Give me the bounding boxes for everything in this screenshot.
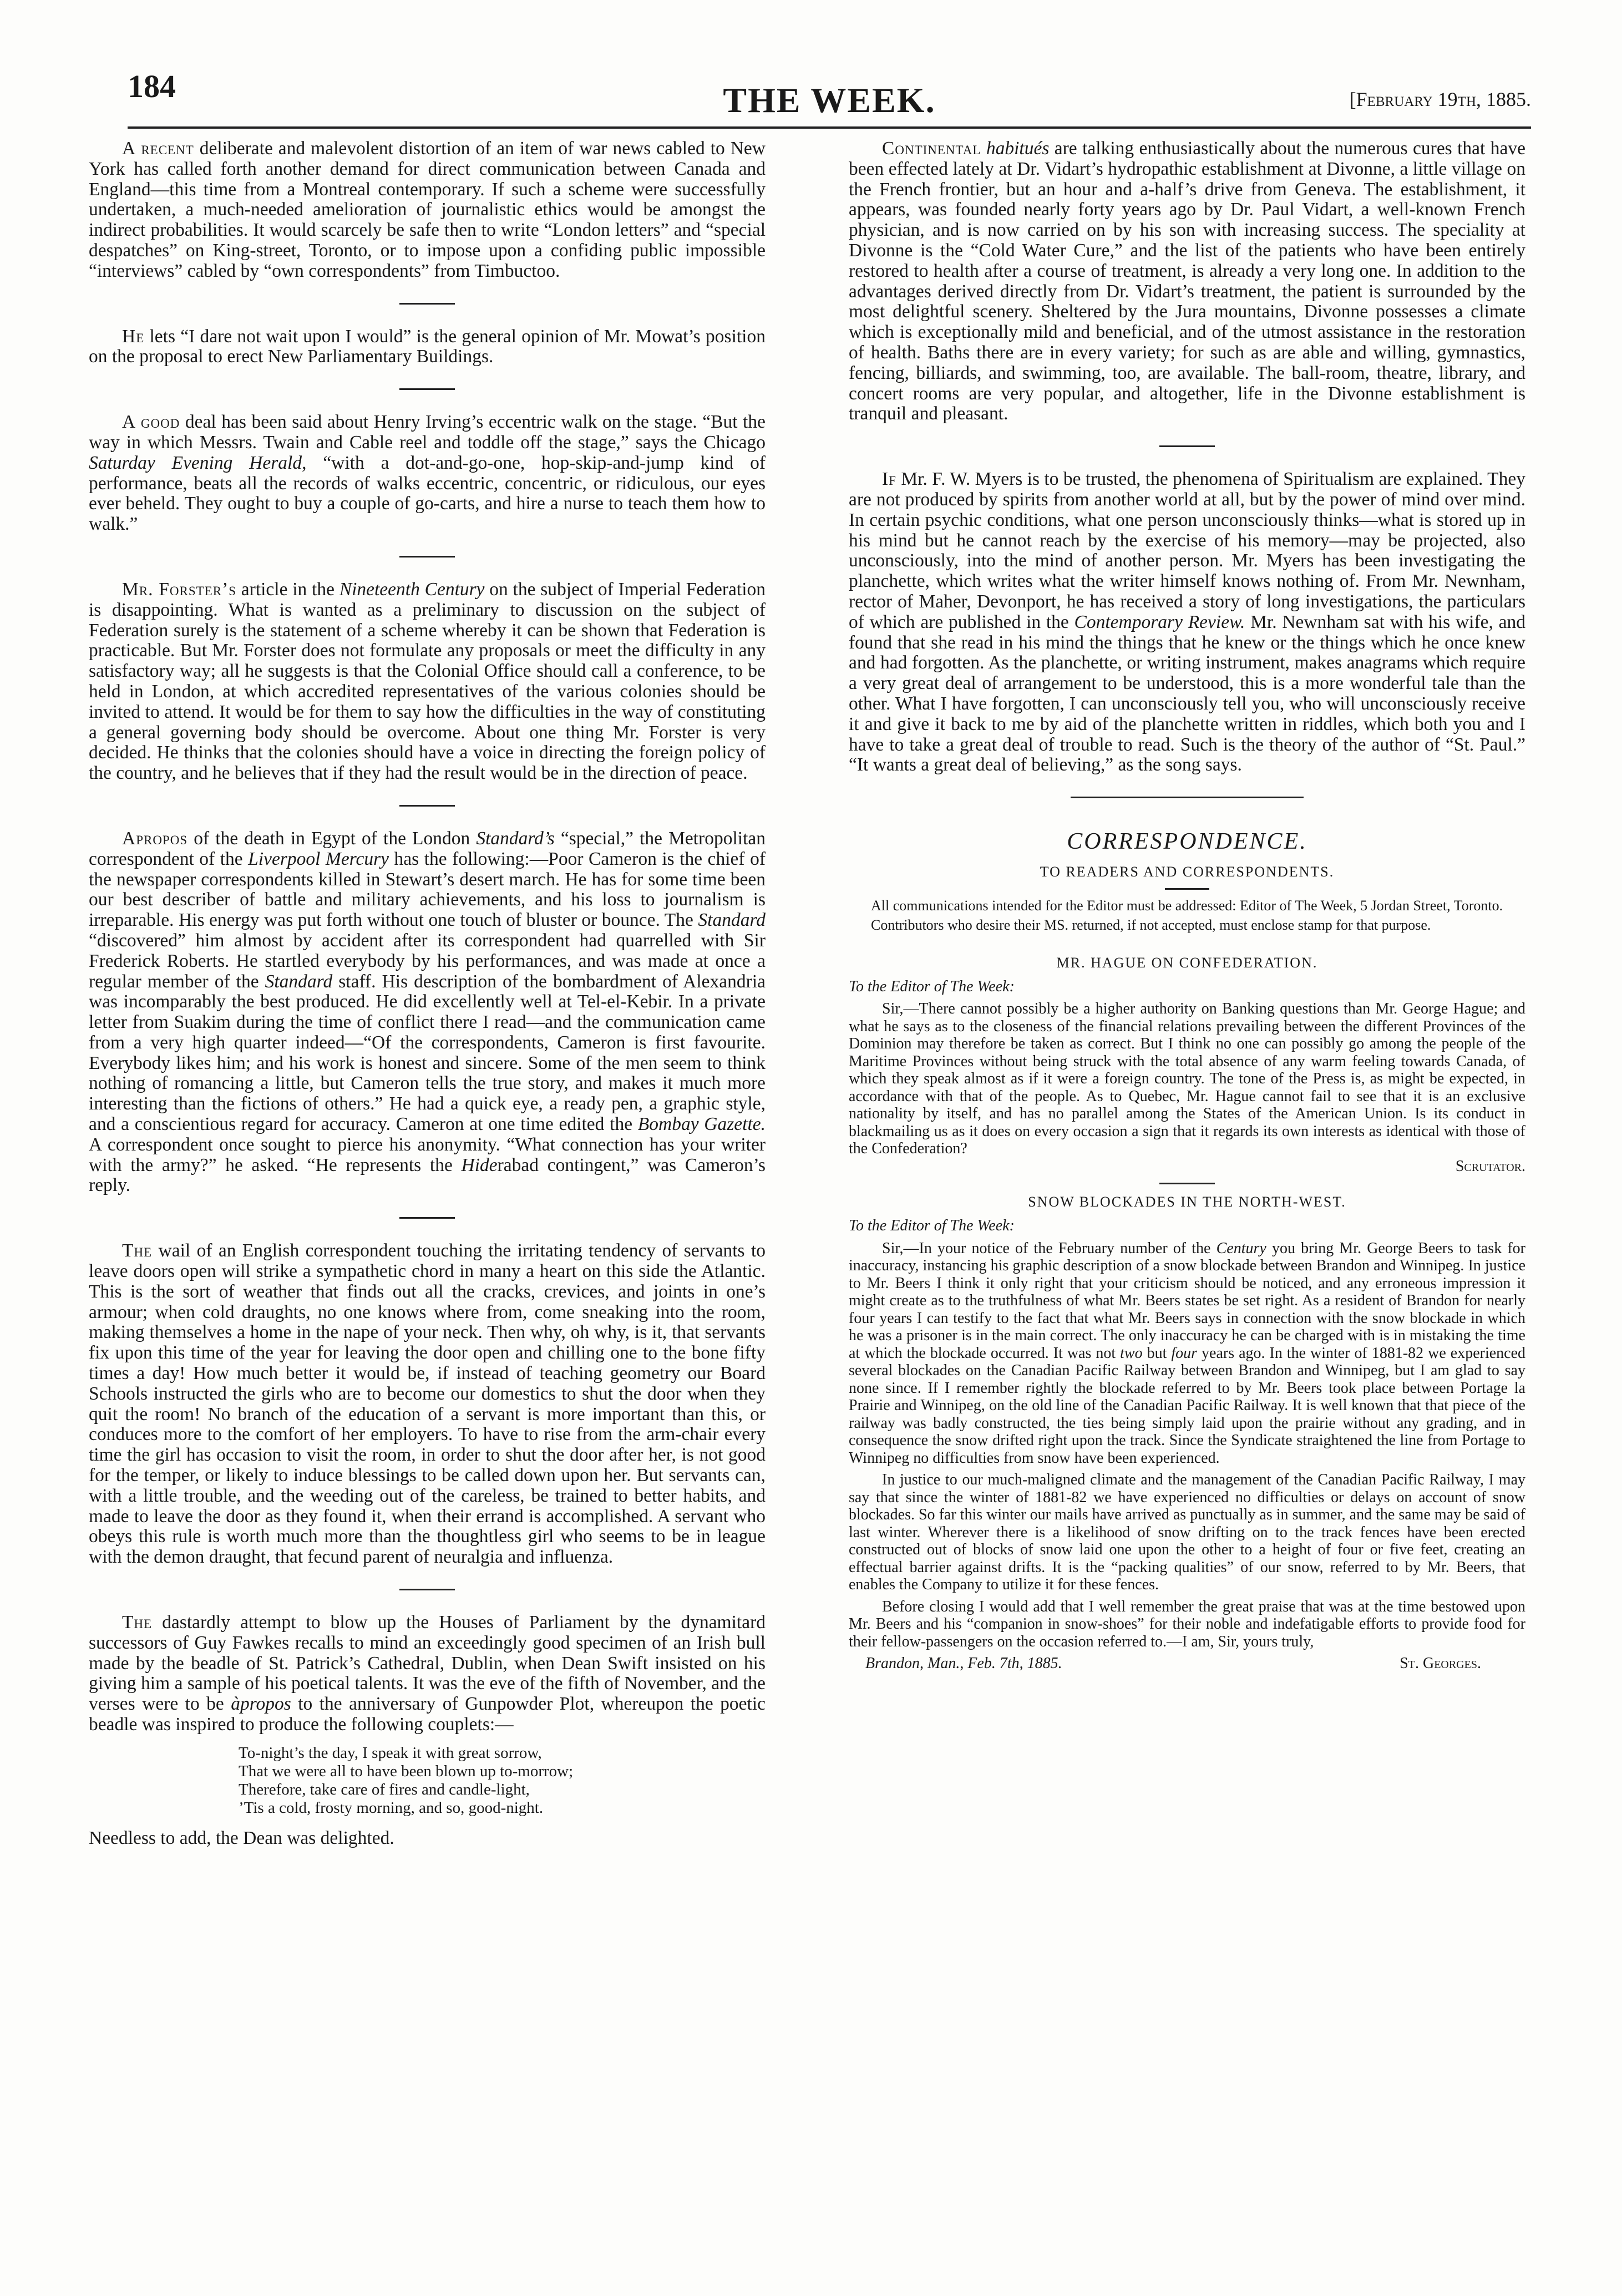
page-number: 184 [128, 68, 176, 104]
letter-heading-snow: SNOW BLOCKADES IN THE NORTH-WEST. [1028, 1194, 1346, 1210]
letter-signature: Scrutator. [1455, 1157, 1525, 1175]
page-header [128, 65, 1531, 121]
right-column [849, 139, 1525, 1672]
letter-para: Sir,—In your notice of the February number of the Century you bring Mr. George Beers to task for inaccuracy, instancing his graphic description of a snow blockade between Brandon and Winnipeg. In justice to Mr. Beers I think it only right that your criticism should be noticed, and any erroneous impression it might create as to the truthfulness of what Mr. Beers states be set right. As a resident of Brandon for nearly four years I can testify to the fact that what Mr. Beers says in connection with the snow blockade in which he was a prisoner is in the main correct. The only inaccuracy he can be charged with is in mistaking the time at which the blockade occurred. It was not two but four years ago. In the winter of 1881-82 we experienced several blockades on the Canadian Pacific Railway between Brandon and Winnipeg, but I am glad to say none since. If I remember rightly the blockade referred to by Mr. Beers took place between Portage la Prairie and Winnipeg, on the old line of the Canadian Pacific Railway. It is well known that that piece of the railway was badly constructed, the ties being simply laid upon the prairie without any grading, and in consequence the snow drifted right upon the track. Since the Syndicate straightened the line from Portage to Winnipeg no difficulties from snow have been experienced. [849, 1239, 1526, 1467]
article-dynamite: The dastardly attempt to blow up the Houses of Parliament by the dynamitard successors of Guy Fawkes recalls to mind an exceedingly good specimen of an Irish bull made by the beadle of St. Patrick’s Cathedral, Dublin, when Dean Swift insisted on his giving him a sample of his poetical talents. It was the eve of the fifth of November, and the verses were to be àpropos to the anniversary of Gunpowder Plot, whereupon the poetic beadle was inspired to produce the following couplets:— [89, 1612, 766, 1735]
letter-salutation: To the Editor of The Week: [849, 1217, 1015, 1235]
letter-snow [849, 1240, 1525, 1672]
poem-line: Therefore, take care of fires and candle-light, [239, 1780, 530, 1798]
separator [399, 1589, 455, 1590]
article-forster: Mr. Forster’s article in the Nineteenth Century on the subject of Imperial Federation is disappointing. What is wanted as a preliminary to discussion on the subject of Federation surely is the statement of a scheme whereby it can be shown that Federation is practicable. But Mr. Forster does not formulate any proposals or meet the difficulty in any satisfactory way; all he suggests is that the Colonial Office should call a conference, to be held in London, at which accredited representatives of the various colonies should be invited to attend. It would be for them to say how the difficulties in the way of constituting a general governing body should be overcome. About one thing Mr. Forster is very decided. He thinks that the colonies should have a voice in directing the foreign policy of the country, and he believes that if they had the result would be in the direction of peace. [89, 579, 766, 784]
letter-para: Before closing I would add that I well remember the great praise that was at the time bestowed upon Mr. Beers and his “companion in snow-shoes” for their noble and indefatigable efforts to provide food for their fellow-passengers on the occasion referred to.—I am, Sir, yours truly, [849, 1598, 1525, 1650]
separator [399, 303, 455, 305]
poem-line: ’Tis a cold, frosty morning, and so, good-night. [239, 1798, 544, 1817]
separator [399, 556, 455, 557]
letter-hague [849, 1000, 1525, 1175]
notice-manuscripts: Contributors who desire their MS. returned, if not accepted, must enclose stamp for that purpose. [871, 916, 1431, 933]
correspondence-title: CORRESPONDENCE. [1067, 829, 1307, 855]
article-divonne: Continental habitués are talking enthusiastically about the numerous cures that have been effected lately at Dr. Vidart’s hydropathic establishment at Divonne, a little village on the French frontier, but an hour and a-half’s drive from Geneva. The establishment, it appears, was founded nearly forty years ago by Dr. Paul Vidart, a well-known French physician, and is now carried on by his son with increasing success. The speciality at Divonne is the “Cold Water Cure,” and the list of the patients who have been entirely restored to health after a course of treatment, is already a very long one. In addition to the advantages derived directly from Dr. Vidart’s treatment, the patient is surrounded by the most delightful scenery. Sheltered by the Jura mountains, Divonne possesses a climate which is exceptionally mild and beneficial, and of the utmost assistance in the restoration of health. Baths there are in every variety; for such as are able and willing, gymnastics, fencing, billiards, and swimming, too, are available. The ball-room, theatre, library, and concert rooms are very popular, and altogether, life in the Divonne establishment is tranquil and pleasant. [849, 138, 1526, 424]
poem [239, 1744, 766, 1817]
letter-heading-hague: MR. HAGUE ON CONFEDERATION. [1056, 954, 1318, 971]
issue-date: [February 19th, 1885. [1349, 88, 1531, 110]
article-irving: A good deal has been said about Henry Irving’s eccentric walk on the stage. “But the way in which Messrs. Twain and Cable reel and toddle off the stage,” says the Chicago Saturday Evening Herald, “with a dot-and-go-one, hop-skip-and-jump kind of performance, beats all the records of walks eccentric, concentric, or ridiculous, our eyes ever beheld. They ought to buy a couple of go-carts, and hire a nurse to teach them how to walk.” [89, 412, 766, 535]
masthead-title: THE WEEK. [723, 80, 936, 120]
article-spiritualism: If Mr. F. W. Myers is to be trusted, the phenomena of Spiritualism are explained. They are not produced by spirits from another world at all, but by the power of mind over mind. In certain psychic conditions, what one person unconsciously thinks—what is stored up in his mind but he cannot reach by the exercise of his memory—may be projected, also unconsciously, into the mind of another person. Mr. Myers has been investigating the planchette, which writes what the writer himself knows nothing of. From Mr. Newnham, rector of Maher, Devonport, he has received a story of long investigations, the particulars of which are published in the Contemporary Review. Mr. Newnham sat with his wife, and found that she read in his mind the things that he knew or the things which he once knew and had forgotten. As the planchette, or writing instrument, makes anagrams which require a very great deal of arrangement to be understood, this is a more wonderful tale than the other. What I have forgotten, I can unconsciously tell you, who will unconsciously receive it and give it back to me by aid of the planchette written in riddles, which both you and I have to take a great deal of trouble to read. Such is the theory of the author of “St. Paul.” “It wants a great deal of believing,” as the song says. [849, 469, 1526, 776]
left-column [89, 139, 766, 1849]
article-servants: The wail of an English correspondent touching the irritating tendency of servants to leave doors open will strike a sympathetic chord in many a heart on this side the Atlantic. This is the sort of weather that finds out all the cracks, crevices, and joints in one’s armour; when cold draughts, no one knows where from, come sneaking into the room, making themselves a home in the nape of your neck. Then why, oh why, is it, that servants fix upon this time of the year for leaving the door open and chilling one to the bone fifty times a day! How much better it would be, if instead of teaching geometry our Board Schools instructed the girls who are to become our domestics to shut the door when they quit the room! No branch of the education of a servant is more important than this, or conduces more to the comfort of her employers. To have to rise from the arm-chair every time the girl has occasion to visit the room, in order to shut the door after her, is not good for the temper, or likely to induce blessings to be called down upon her. But servants can, with a little trouble, and the weeding out of the careless, be trained to better habits, and made to leave the door as they found it, when their errand is accomplished. A servant who obeys this rule is worth much more than the thoughtless girl who seems to be in league with the demon draught, that fecund parent of neuralgia and influenza. [89, 1240, 766, 1568]
separator [399, 388, 455, 390]
letter-place-date: Brandon, Man., Feb. 7th, 1885. [865, 1655, 1062, 1672]
notice-address: All communications intended for the Editor must be addressed: Editor of The Week, 5 Jordan Street, Toronto. [871, 897, 1503, 914]
article-cameron: Apropos of the death in Egypt of the London Standard’s “special,” the Metropolitan correspondent of the Liverpool Mercury has the following:—Poor Cameron is the chief of the newspaper correspondents killed in Stewart’s desert march. He has for some time been our best describer of battle and military achievements, and his loss to journalism is irreparable. His energy was put forth without one touch of bluster or bounce. The Standard “discovered” him almost by accident after its correspondent had quarrelled with Sir Frederick Roberts. He startled everybody by his performances, and was made at once a regular member of the Standard staff. His description of the bombardment of Alexandria was incomparably the best produced. He did excellently well at Tel-el-Kebir. In a private letter from Suakim during the time of conflict there I read—and the communication came from a very high quarter indeed—“Of the correspondents, Cameron is first favourite. Everybody likes him; and his work is honest and sincere. Some of the men seem to think nothing of romancing a little, but Cameron tells the true story, and makes it much more interesting than the fictions of others.” He had a quick eye, a ready pen, a graphic style, and a conscientious regard for accuracy. Cameron at one time edited the Bombay Gazette. A correspondent once sought to pierce his anonymity. “What connection has your writer with the army?” he asked. “He represents the Hiderabad contingent,” was Cameron’s reply. [89, 828, 766, 1196]
correspondence-subtitle: TO READERS AND CORRESPONDENTS. [1040, 863, 1335, 880]
poem-line: To-night’s the day, I speak it with great sorrow, [239, 1743, 542, 1762]
separator [1159, 1183, 1215, 1184]
letter-salutation: To the Editor of The Week: [849, 977, 1015, 995]
separator [399, 805, 455, 807]
letter-body: Sir,—There cannot possibly be a higher authority on Banking questions than Mr. George Hague; and what he says as to the closeness of the financial relations prevailing between the different Provinces of the Dominion may therefore be taken as correct. But I think no one can possibly go among the people of the Maritime Provinces without being struck with the total absence of any warm feeling towards Canada, of which they speak almost as if it were a foreign country. The tone of the Press is, as might be expected, in accordance with that of the people. As to Quebec, Mr. Hague cannot fail to see that it is an exclusive nationality by itself, and has no parallel among the States of the American Union. Is its conduct in blackmailing us as it does on every occasion a sign that it regards its own interests as identical with those of the Confederation? Scrutator. [849, 1000, 1525, 1175]
article-mowat: He lets “I dare not wait upon I would” is the general opinion of Mr. Mowat’s position on the proposal to erect New Parliamentary Buildings. [89, 326, 766, 367]
separator [1165, 888, 1209, 890]
section-rule [1071, 797, 1304, 798]
separator [1159, 445, 1215, 447]
letter-para: In justice to our much-maligned climate and the management of the Canadian Pacific Railway, I may say that since the winter of 1881-82 we have experienced no difficulties or delays on account of snow blockades. So far this winter our mails have arrived as punctually as in summer, and the same may be said of last winter. Wherever there is a likelihood of snow drifting on to the track fences have been erected constructed out of blocks of snow laid one upon the other to a height of four or five feet, creating an effectual barrier against drifts. It is the “packing qualities” of our snow, referred to by Mr. Beers, that enables the Company to utilize it for these fences. [849, 1471, 1525, 1594]
correspondence-notice [849, 898, 1525, 933]
article-war-news: A recent deliberate and malevolent distortion of an item of war news cabled to New York has called forth another demand for direct communication between Canada and England—this time from a Montreal contemporary. If such a scheme were successfully undertaken, a much-needed amelioration of journalistic ethics would be amongst the indirect probabilities. It would scarcely be safe then to write “London letters” and “special despatches” on King-street, Toronto, or to impose upon a confiding public impossible “interviews” cabled by “own correspondents” from Timbuctoo. [89, 138, 766, 281]
header-rule [128, 126, 1531, 129]
closing-line: Needless to add, the Dean was delighted. [89, 1827, 394, 1848]
separator [399, 1217, 455, 1219]
letter-signoff [849, 1655, 1525, 1672]
poem-line: That we were all to have been blown up to-morrow; [239, 1762, 574, 1780]
letter-signature: St. Georges. [1400, 1655, 1481, 1672]
